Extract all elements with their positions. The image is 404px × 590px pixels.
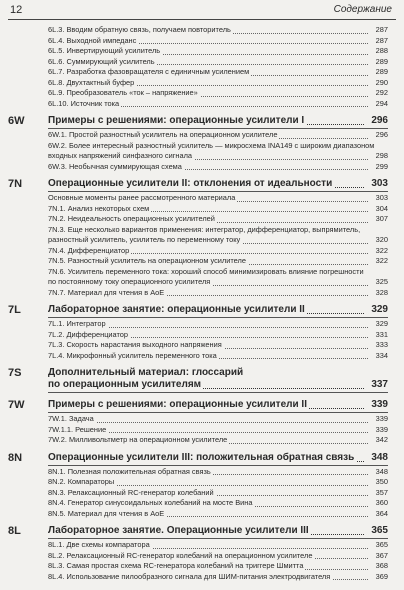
chapter-block	[0, 304, 404, 361]
chapter-rule	[48, 412, 388, 413]
entry-title: 7L.2. Дифференциатор	[48, 329, 129, 339]
chapter-title-line	[48, 399, 388, 411]
entry-page: 360	[368, 498, 388, 509]
chapter-block	[0, 452, 404, 520]
entry-title: 8N.1. Полезная положительная обратная связь	[48, 466, 211, 476]
entry-title: 7W.1. Задача	[48, 414, 94, 423]
entry-title: 7L.4. Микрофонный усилитель переменного тока	[48, 350, 217, 360]
entry-title: 8N.2. Компараторы	[48, 477, 115, 486]
entry-page: 287	[368, 25, 388, 36]
entry-page: 322	[368, 246, 388, 257]
entry-title: 7L.3. Скорость нарастания выходного напряжения	[48, 340, 222, 349]
entry-page: 288	[368, 46, 388, 57]
toc-entry	[0, 561, 404, 572]
entry-title: 6L.5. Инвертирующий усилитель	[48, 46, 161, 55]
chapter-title-text: Примеры с решениями: операционные усилители II	[48, 399, 307, 410]
entry-title: 8N.5. Материал для чтения в AoE	[48, 508, 165, 518]
chapter-title-text: Операционные усилители II: отклонения от идеальности	[48, 178, 333, 189]
entry-page: 289	[368, 67, 388, 78]
chapter-title-line	[48, 367, 388, 379]
toc-entry	[0, 540, 404, 551]
chapter-code: 7S	[8, 367, 22, 379]
chapter-page: 303	[371, 178, 388, 189]
toc-entry	[0, 425, 404, 436]
chapter-title	[48, 525, 388, 537]
chapter-page: 337	[371, 379, 388, 390]
entry-page: 368	[368, 561, 388, 572]
table-of-contents	[0, 25, 404, 582]
entry-title: 6L.4. Выходной импеданс	[48, 35, 137, 45]
chapter-rule	[48, 392, 388, 393]
toc-entry	[0, 498, 404, 509]
chapter-page: 296	[371, 115, 388, 126]
entry-page: 339	[368, 425, 388, 436]
entry-title: 6L.9. Преобразователь «ток – напряжение»	[48, 88, 198, 97]
chapter-page: 329	[371, 304, 388, 315]
entry-page: 342	[368, 435, 388, 446]
chapter-code: 7L	[8, 304, 21, 316]
entry-page: 304	[368, 204, 388, 215]
running-title: Содержание	[333, 4, 392, 15]
toc-entry	[0, 57, 404, 68]
toc-entry	[0, 340, 404, 351]
toc-entry	[0, 267, 404, 278]
toc-entry	[0, 467, 404, 478]
chapter-title	[48, 178, 388, 190]
entry-page: 333	[368, 340, 388, 351]
entry-title: 7N.2. Неидеальность операционных усилителей	[48, 214, 215, 223]
chapter-page: 365	[371, 525, 388, 536]
toc-entry	[0, 162, 404, 173]
chapter-title-text: Лабораторное занятие. Операционные усилители III	[48, 525, 309, 536]
entry-page: 294	[368, 99, 388, 110]
toc-entry	[0, 25, 404, 36]
entry-title: 8N.3. Релаксационный RC-генератор колебаний	[48, 487, 214, 497]
chapter-rule	[48, 191, 388, 192]
toc-entry	[0, 488, 404, 499]
chapter-rule	[48, 465, 388, 466]
dot-leader	[48, 422, 368, 423]
entry-title: 6L.3. Вводим обратную связь, получаем повторитель	[48, 25, 231, 34]
entry-page: 325	[368, 277, 388, 288]
entry-title: 8L.4. Использование пилообразного сигнала для ШИМ-питания электродвигателя	[48, 571, 331, 581]
entry-title: 6L.10. Источник тока	[48, 98, 120, 108]
toc-entry	[0, 414, 404, 425]
chapter-title-text: Примеры с решениями: операционные усилители I	[48, 115, 305, 126]
toc-entry	[0, 214, 404, 225]
entry-page: 322	[368, 256, 388, 267]
chapter-block	[0, 178, 404, 298]
chapter-rule	[48, 128, 388, 129]
entry-title: 7N.4. Дифференциатор	[48, 245, 130, 255]
chapter-title-text: Дополнительный материал: глоссарий	[48, 367, 244, 378]
entry-page: 364	[368, 509, 388, 520]
chapter-page: 339	[371, 399, 388, 410]
toc-entry	[0, 88, 404, 99]
entry-title: 8L.3. Самая простая схема RC-генератора колебаний на триггере Шмитта	[48, 561, 304, 570]
chapter-title-text: по операционным усилителям	[48, 379, 202, 390]
chapter-title-line	[48, 304, 388, 316]
toc-entry	[0, 509, 404, 520]
entry-page: 339	[368, 414, 388, 425]
entry-page: 365	[368, 540, 388, 551]
entry-title: 8L.1. Две схемы компаратора	[48, 540, 150, 549]
toc-entry	[0, 151, 404, 162]
chapter-title	[48, 304, 388, 316]
entry-page: 331	[368, 330, 388, 341]
entry-page: 298	[368, 151, 388, 162]
chapter-title-line	[48, 525, 388, 537]
entry-title: 7N.6. Усилитель переменного тока: хороший способ минимизировать влияние погрешности	[48, 266, 364, 276]
chapter-title-line	[48, 452, 388, 464]
entry-title: разностный усилитель, усилитель по переменному току	[48, 235, 241, 244]
chapter-code: 7W	[8, 399, 25, 411]
toc-entry	[0, 477, 404, 488]
entry-page: 367	[368, 551, 388, 562]
entry-title: 6L.8. Двухтактный буфер	[48, 77, 135, 87]
entry-title: 7N.5. Разностный усилитель на операционном усилителе	[48, 256, 246, 265]
page-number: 12	[10, 4, 23, 16]
header-rule	[8, 19, 396, 20]
entry-page: 348	[368, 467, 388, 478]
toc-entry	[0, 572, 404, 583]
entry-title: 7N.7. Материал для чтения в AoE	[48, 287, 165, 297]
entry-title: 6L.6. Суммирующий усилитель	[48, 56, 155, 66]
entry-page: 292	[368, 88, 388, 99]
toc-entry	[0, 246, 404, 257]
toc-entry	[0, 78, 404, 89]
chapter-title	[48, 367, 388, 391]
entry-title: 7N.1. Анализ некоторых схем	[48, 203, 150, 213]
entry-title: по постоянному току операционного усилителя	[48, 277, 211, 286]
entry-title: 6W.2. Более интересный разностный усилитель — микросхема INA149 с широким диапазоном	[48, 140, 375, 150]
toc-entry	[0, 235, 404, 246]
entry-title: 8L.2. Релаксационный RC-генератор колебаний на операционном усилителе	[48, 550, 313, 560]
entry-title: Основные моменты ранее рассмотренного материала	[48, 193, 236, 202]
entry-page: 287	[368, 36, 388, 47]
chapter-code: 8N	[8, 451, 23, 464]
entry-title: 6W.1. Простой разностный усилитель на операционном усилителе	[48, 130, 278, 139]
toc-entry	[0, 193, 404, 204]
page-header	[0, 0, 404, 22]
chapter-title-text: Лабораторное занятие: операционные усилители II	[48, 304, 305, 315]
toc-entry	[0, 351, 404, 362]
entry-page: 328	[368, 288, 388, 299]
toc-entry	[0, 99, 404, 110]
entry-page: 369	[368, 572, 388, 583]
chapter-title	[48, 115, 388, 127]
toc-entry	[0, 204, 404, 215]
chapter-title	[48, 399, 388, 411]
toc-entry	[0, 225, 404, 236]
chapter-block	[0, 525, 404, 582]
entry-page: 290	[368, 78, 388, 89]
entry-title: 6W.3. Необычная суммирующая схема	[48, 161, 182, 171]
entry-page: 307	[368, 214, 388, 225]
chapter-title-line	[48, 178, 388, 190]
entry-page: 299	[368, 162, 388, 173]
toc-entry	[0, 288, 404, 299]
toc-entry	[0, 330, 404, 341]
chapter-title-line	[48, 115, 388, 127]
toc-entry	[0, 67, 404, 78]
chapter-rule	[48, 538, 388, 539]
entry-page: 329	[368, 319, 388, 330]
toc-entry	[0, 256, 404, 267]
entry-title: 7W.2. Милливольтметр на операционном усилителе	[48, 435, 228, 444]
entry-title: входных напряжений синфазного сигнала	[48, 151, 193, 160]
chapter-block	[0, 115, 404, 172]
toc-entry	[0, 319, 404, 330]
chapter-rule	[48, 317, 388, 318]
entry-title: 7W.1.1. Решение	[48, 424, 107, 434]
chapter-title	[48, 452, 388, 464]
entry-page: 289	[368, 57, 388, 68]
entry-page: 334	[368, 351, 388, 362]
chapter-code: 8L	[8, 525, 21, 537]
toc-entry	[0, 551, 404, 562]
chapter-block	[0, 367, 404, 393]
entry-page: 320	[368, 235, 388, 246]
chapter-page: 348	[371, 451, 388, 463]
chapter-block	[0, 399, 404, 446]
toc-entry	[0, 130, 404, 141]
entry-page: 357	[368, 488, 388, 499]
toc-entry	[0, 277, 404, 288]
entry-page: 296	[368, 130, 388, 141]
toc-entry	[0, 435, 404, 446]
chapter-code: 7N	[8, 178, 23, 190]
chapter-title-text: Операционные усилители III: положительная обратная связь	[48, 451, 355, 463]
entry-title: 7L.1. Интегратор	[48, 319, 106, 328]
entry-page: 303	[368, 193, 388, 204]
toc-entry	[0, 141, 404, 152]
toc-entry	[0, 46, 404, 57]
entry-title: 6L.7. Разработка фазовращателя с единичным усилением	[48, 67, 250, 76]
entry-title: 7N.3. Еще несколько вариантов применения: интегратор, дифференциатор, выпрямитель,	[48, 224, 361, 234]
entry-page: 350	[368, 477, 388, 488]
entry-title: 8N.4. Генератор синусоидальных колебаний на мосте Вина	[48, 498, 253, 507]
toc-entry	[0, 36, 404, 47]
chapter-title-line	[48, 379, 388, 391]
chapter-code: 6W	[8, 115, 25, 127]
